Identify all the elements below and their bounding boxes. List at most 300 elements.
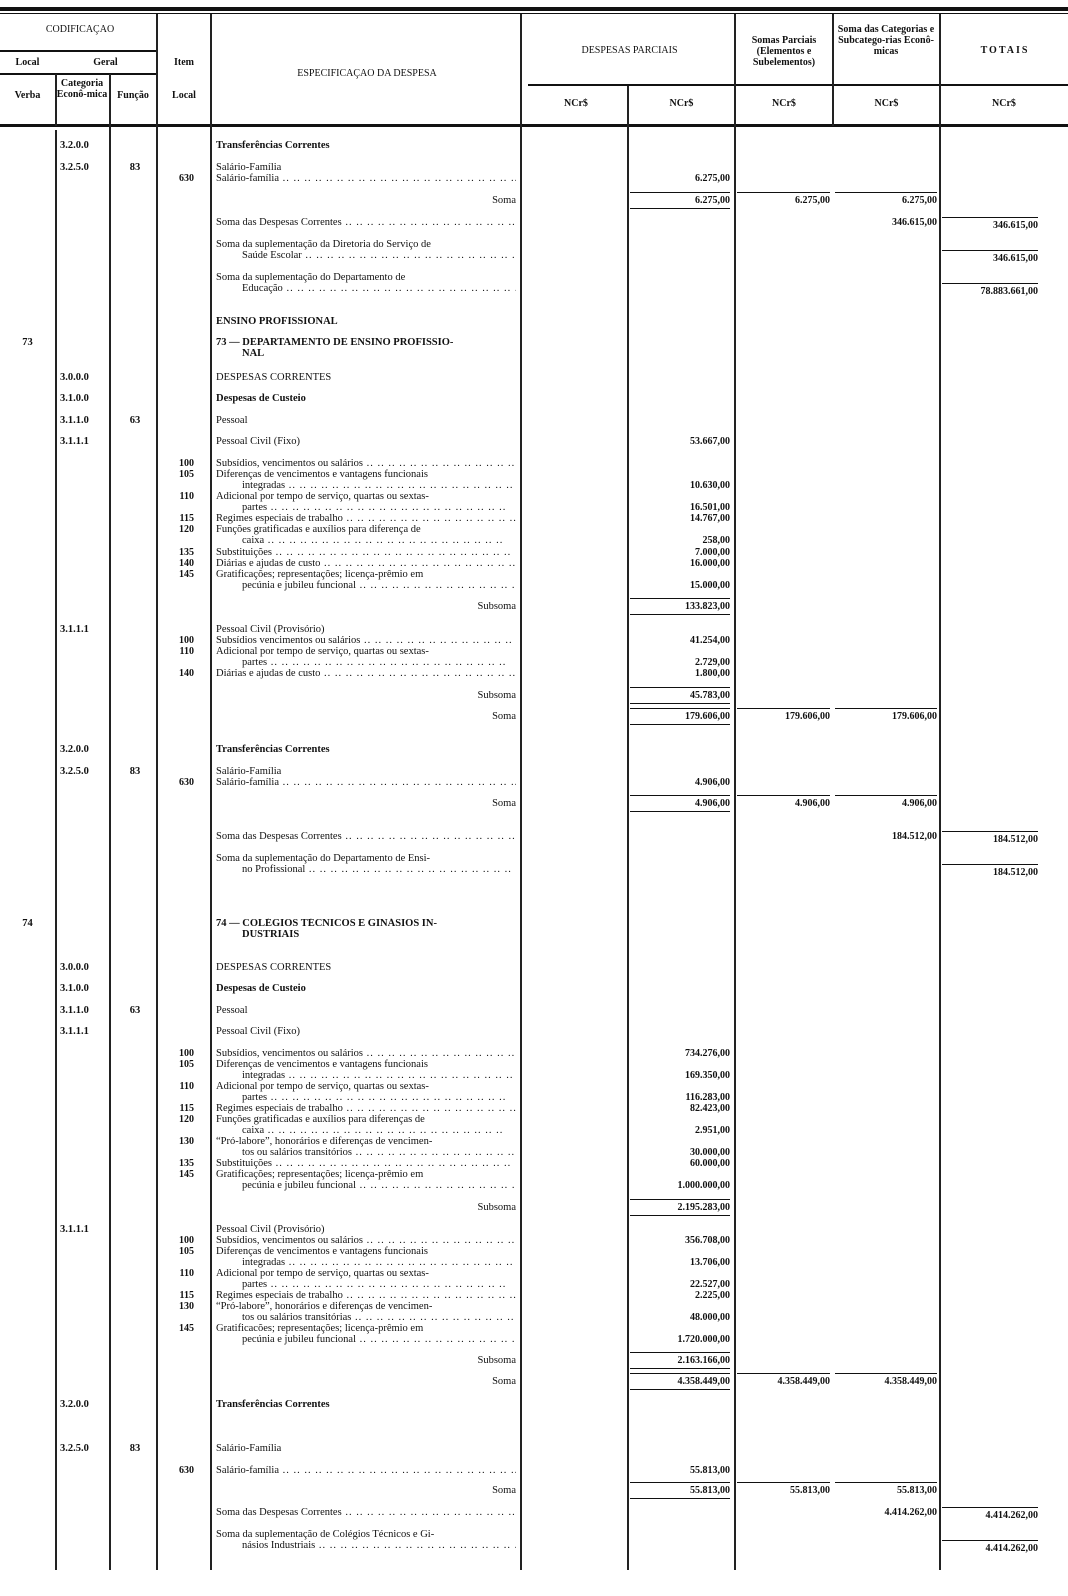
especificacao-line: [216, 558, 516, 569]
especificacao-text: Gratificações; representações; licença-prêmio em: [216, 569, 424, 580]
especificacao-text: Pessoal: [216, 415, 248, 426]
especificacao: [216, 853, 516, 875]
especificacao: [216, 1026, 516, 1037]
especificacao-line: [216, 283, 516, 294]
especificacao-line: [216, 744, 516, 755]
header-totais: TOTAIS: [980, 45, 1030, 56]
soma-categoria-value: 346.615,00: [892, 217, 937, 228]
despesa-parcial-value: 60.000,00: [690, 1158, 730, 1169]
especificacao-text: Subsoma: [477, 601, 516, 612]
despesa-parcial-value: 4.906,00: [695, 777, 730, 788]
especificacao: [216, 744, 516, 755]
especificacao-text: Despesas de Custeio: [216, 983, 306, 994]
especificacao-line: [216, 436, 516, 447]
especificacao-line: [216, 480, 516, 491]
especificacao: [216, 1485, 516, 1496]
despesa-parcial-value: 2.163.166,00: [630, 1352, 730, 1369]
item-local-code: 105: [179, 1059, 194, 1070]
item-local-code: 115: [179, 1103, 194, 1114]
especificacao-text: Salário-família: [216, 777, 279, 788]
especificacao: [216, 1268, 516, 1290]
item-local-code: 100: [179, 635, 194, 646]
especificacao-text: Subsoma: [477, 690, 516, 701]
especificacao-line: [216, 1540, 516, 1551]
categoria-economica-code: 3.1.1.1: [60, 1224, 89, 1235]
especificacao-line: [216, 1235, 516, 1246]
item-local-code: 110: [179, 646, 194, 657]
especificacao-text: Adicional por tempo de serviço, quartas ou sextas-: [216, 491, 429, 502]
column-rule: [109, 74, 111, 1570]
despesa-parcial-value: 55.813,00: [690, 1465, 730, 1476]
especificacao-text: Diárias e ajudas de custo: [216, 668, 321, 679]
especificacao-line: [216, 777, 516, 788]
especificacao-line: [216, 217, 516, 228]
item-local-code: 630: [179, 173, 194, 184]
item-local-code: 120: [179, 524, 194, 535]
column-rule: [55, 74, 57, 126]
despesa-parcial-value: 53.667,00: [690, 436, 730, 447]
especificacao-line: [216, 1026, 516, 1037]
especificacao-text: Salário-Família: [216, 162, 282, 173]
especificacao-text: Soma das Despesas Correntes: [216, 217, 342, 228]
verba-code: 73: [22, 337, 33, 348]
column-rule: [55, 130, 57, 1570]
despesa-parcial-value: 7.000,00: [695, 547, 730, 558]
especificacao-text: Pessoal Civil (Fixo): [216, 1026, 301, 1037]
especificacao-text: Soma da suplementação da Diretoria do Serviço de: [216, 239, 431, 250]
especificacao-text: Subsoma: [477, 1202, 516, 1213]
especificacao-line: [216, 798, 516, 809]
especificacao: [216, 1169, 516, 1191]
especificacao-line: [216, 1376, 516, 1387]
despesa-parcial-value: 133.823,00: [630, 598, 730, 615]
especificacao-text: Pessoal Civil (Provisório): [216, 624, 325, 635]
currency-label: NCr$: [772, 98, 796, 109]
despesa-parcial-value: 16.000,00: [690, 558, 730, 569]
item-local-code: 130: [179, 1136, 194, 1147]
especificacao-text: Pessoal: [216, 1005, 248, 1016]
especificacao: [216, 624, 516, 635]
column-rule: [939, 14, 941, 1570]
especificacao-line: [216, 711, 516, 722]
especificacao-text: no Profissional: [242, 864, 306, 875]
especificacao: [216, 1114, 516, 1136]
especificacao-line: [216, 569, 516, 580]
categoria-economica-code: 3.1.1.0: [60, 415, 89, 426]
especificacao-text: Subsídios, vencimentos ou salários: [216, 1048, 363, 1059]
especificacao: [216, 1224, 516, 1235]
header-item: Item: [174, 57, 194, 68]
despesa-parcial-value: 2.225,00: [695, 1290, 730, 1301]
especificacao-line: [216, 962, 516, 973]
especificacao-line: [216, 690, 516, 701]
currency-label: NCr$: [874, 98, 899, 109]
especificacao-line: [216, 393, 516, 404]
especificacao: [216, 1507, 516, 1518]
especificacao: [216, 217, 516, 228]
item-local-code: 135: [179, 1158, 194, 1169]
especificacao-text: pecúnia e jubileu funcional: [242, 580, 356, 591]
especificacao-line: [216, 272, 516, 283]
item-local-code: 630: [179, 1465, 194, 1476]
especificacao: [216, 524, 516, 546]
categoria-economica-code: 3.2.5.0: [60, 1443, 89, 1454]
item-local-code: 145: [179, 1169, 194, 1180]
categoria-economica-code: 3.2.0.0: [60, 1399, 89, 1410]
especificacao-text: 74 — COLÉGIOS TÉCNICOS E GINÁSIOS IN-: [216, 918, 437, 929]
especificacao-line: [216, 1180, 516, 1191]
header-local: Local: [15, 57, 40, 68]
especificacao-text: Salário-família: [216, 1465, 279, 1476]
especificacao: [216, 372, 516, 383]
despesa-parcial-value: 30.000,00: [690, 1147, 730, 1158]
especificacao-text: násios Industriais: [242, 1540, 316, 1551]
especificacao: [216, 1301, 516, 1323]
especificacao-line: [216, 1081, 516, 1092]
soma-categoria-value: 55.813,00: [835, 1482, 937, 1496]
especificacao-line: [216, 1103, 516, 1114]
especificacao-text: integradas: [242, 1070, 286, 1081]
top-rule: [0, 7, 1068, 11]
item-local-code: 130: [179, 1301, 194, 1312]
especificacao-line: [216, 580, 516, 591]
item-local-code: 145: [179, 1323, 194, 1334]
especificacao-text: ENSINO PROFISSIONAL: [216, 316, 338, 327]
despesa-parcial-value: 16.501,00: [690, 502, 730, 513]
soma-parcial-value: 4.906,00: [737, 795, 830, 809]
especificacao: [216, 491, 516, 513]
especificacao-line: [216, 1070, 516, 1081]
especificacao: [216, 195, 516, 206]
especificacao-text: Subsoma: [477, 1355, 516, 1366]
funcao-code: 63: [129, 415, 141, 426]
especificacao: [216, 1048, 516, 1059]
total-value: 78.883.661,00: [942, 283, 1038, 297]
item-local-code: 630: [179, 777, 194, 788]
despesa-parcial-value: 22.527,00: [690, 1279, 730, 1290]
especificacao: [216, 711, 516, 722]
especificacao-text: Diárias e ajudas de custo: [216, 558, 321, 569]
especificacao-text: Salário-Família: [216, 1443, 282, 1454]
especificacao-text: Saúde Escolar: [242, 250, 302, 261]
especificacao-line: [216, 918, 516, 929]
especificacao-line: [216, 1202, 516, 1213]
especificacao-line: [216, 929, 516, 940]
despesa-parcial-value: 169.350,00: [685, 1070, 730, 1081]
especificacao: [216, 918, 516, 940]
especificacao-line: [216, 1312, 516, 1323]
soma-categoria-value: 4.414.262,00: [884, 1507, 937, 1518]
soma-parcial-value: 55.813,00: [737, 1482, 830, 1496]
especificacao-line: [216, 502, 516, 513]
column-rule: [734, 14, 736, 1570]
especificacao-text: Soma: [492, 798, 516, 809]
especificacao-text: Soma das Despesas Correntes: [216, 831, 342, 842]
especificacao-text: Salário-família: [216, 173, 279, 184]
especificacao-line: [216, 524, 516, 535]
especificacao-text: DESPESAS CORRENTES: [216, 372, 332, 383]
despesa-parcial-value: 2.729,00: [695, 657, 730, 668]
categoria-economica-code: 3.0.0.0: [60, 962, 89, 973]
especificacao-line: [216, 1290, 516, 1301]
especificacao-line: [216, 624, 516, 635]
especificacao-line: [216, 1529, 516, 1540]
especificacao: [216, 1323, 516, 1345]
especificacao-line: [216, 1224, 516, 1235]
especificacao: [216, 766, 516, 777]
item-local-code: 100: [179, 458, 194, 469]
item-local-code: 115: [179, 1290, 194, 1301]
especificacao-line: [216, 983, 516, 994]
especificacao-text: Pessoal Civil (Provisório): [216, 1224, 325, 1235]
currency-label: NCr$: [564, 98, 588, 109]
especificacao-text: “Pró-labore”, honorários e diferenças de vencimen-: [216, 1136, 433, 1147]
despesa-parcial-value: 48.000,00: [690, 1312, 730, 1323]
funcao-code: 83: [129, 766, 141, 777]
total-value: 184.512,00: [942, 864, 1038, 878]
despesa-parcial-value: 2.951,00: [695, 1125, 730, 1136]
especificacao: [216, 140, 516, 151]
especificacao-line: [216, 1147, 516, 1158]
especificacao-line: [216, 239, 516, 250]
especificacao: [216, 1399, 516, 1410]
soma-categoria-value: 179.606,00: [835, 708, 937, 722]
especificacao: [216, 1158, 516, 1169]
especificacao-text: Adicional por tempo de serviço, quartas ou sextas-: [216, 1081, 429, 1092]
despesa-parcial-value: 6.275,00: [695, 173, 730, 184]
especificacao: [216, 162, 516, 173]
especificacao: [216, 1136, 516, 1158]
especificacao: [216, 1246, 516, 1268]
especificacao-text: integradas: [242, 1257, 286, 1268]
especificacao-line: [216, 853, 516, 864]
despesa-parcial-value: 13.706,00: [690, 1257, 730, 1268]
item-local-code: 140: [179, 558, 194, 569]
especificacao: [216, 469, 516, 491]
especificacao: [216, 272, 516, 294]
especificacao-line: [216, 1246, 516, 1257]
header-soma-categorias: Soma das Categorias e Subcatego-rias Econô-micas: [837, 24, 935, 57]
header-verba: Verba: [14, 90, 41, 101]
especificacao: [216, 962, 516, 973]
header-somas-parciais: Somas Parciais (Elementos e Subelementos): [751, 35, 817, 68]
despesa-parcial-value: 6.275,00: [630, 192, 730, 209]
especificacao-text: tos ou salários transitórios: [242, 1147, 352, 1158]
soma-parcial-value: 6.275,00: [737, 192, 830, 206]
despesa-parcial-value: 45.783,00: [630, 687, 730, 704]
especificacao-line: [216, 657, 516, 668]
especificacao-line: [216, 337, 516, 348]
especificacao-line: [216, 513, 516, 524]
especificacao-text: Regimes especiais de trabalho: [216, 513, 343, 524]
especificacao: [216, 668, 516, 679]
especificacao: [216, 337, 516, 359]
categoria-economica-code: 3.0.0.0: [60, 372, 89, 383]
item-local-code: 100: [179, 1235, 194, 1246]
especificacao-line: [216, 831, 516, 842]
especificacao-text: caixa: [242, 1125, 265, 1136]
especificacao: [216, 415, 516, 426]
especificacao-line: [216, 1048, 516, 1059]
despesa-parcial-value: 734.276,00: [685, 1048, 730, 1059]
especificacao: [216, 1081, 516, 1103]
especificacao: [216, 393, 516, 404]
especificacao: [216, 558, 516, 569]
especificacao-line: [216, 1005, 516, 1016]
categoria-economica-code: 3.2.5.0: [60, 766, 89, 777]
header-despesas-parciais: DESPESAS PARCIAIS: [581, 45, 678, 56]
especificacao-text: Salário-Família: [216, 766, 282, 777]
especificacao-line: [216, 1279, 516, 1290]
soma-parcial-value: 4.358.449,00: [737, 1373, 830, 1387]
categoria-economica-code: 3.1.1.1: [60, 436, 89, 447]
especificacao-line: [216, 415, 516, 426]
soma-categoria-value: 184.512,00: [892, 831, 937, 842]
header-categoria: Categoria Econô-mica: [56, 78, 108, 100]
despesa-parcial-value: 10.630,00: [690, 480, 730, 491]
despesa-parcial-value: 258,00: [702, 535, 730, 546]
column-rule: [156, 14, 158, 1570]
especificacao-line: [216, 173, 516, 184]
especificacao-line: [216, 668, 516, 679]
soma-parcial-value: 179.606,00: [737, 708, 830, 722]
item-local-code: 105: [179, 469, 194, 480]
especificacao: [216, 831, 516, 842]
especificacao-line: [216, 1334, 516, 1345]
especificacao-line: [216, 348, 516, 359]
especificacao-line: [216, 1158, 516, 1169]
despesa-parcial-value: 55.813,00: [630, 1482, 730, 1499]
despesa-parcial-value: 116.283,00: [685, 1092, 730, 1103]
top-rule-thin: [0, 13, 1068, 14]
especificacao-text: 73 — DEPARTAMENTO DE ENSINO PROFISSIO-: [216, 337, 454, 348]
especificacao-text: Soma: [492, 711, 516, 722]
funcao-code: 63: [129, 1005, 141, 1016]
soma-categoria-value: 4.358.449,00: [835, 1373, 937, 1387]
especificacao-text: Gratificações; representações; licença-prêmio em: [216, 1169, 424, 1180]
especificacao: [216, 1103, 516, 1114]
item-local-code: 110: [179, 1081, 194, 1092]
especificacao-text: Regimes especiais de trabalho: [216, 1290, 343, 1301]
item-local-code: 140: [179, 668, 194, 679]
especificacao: [216, 1202, 516, 1213]
item-local-code: 135: [179, 547, 194, 558]
especificacao-text: Regimes especiais de trabalho: [216, 1103, 343, 1114]
categoria-economica-code: 3.1.0.0: [60, 393, 89, 404]
especificacao-text: Diferenças de vencimentos e vantagens funcionais: [216, 1246, 428, 1257]
especificacao-line: [216, 491, 516, 502]
especificacao-text: Adicional por tempo de serviço, quartas ou sextas-: [216, 1268, 429, 1279]
especificacao: [216, 547, 516, 558]
column-rule: [210, 14, 212, 1570]
especificacao: [216, 1005, 516, 1016]
especificacao-line: [216, 1092, 516, 1103]
especificacao-text: Adicional por tempo de serviço, quartas ou sextas-: [216, 646, 429, 657]
header-rule: [0, 50, 156, 52]
item-local-code: 110: [179, 1268, 194, 1279]
especificacao-text: Pessoal Civil (Fixo): [216, 436, 301, 447]
especificacao-line: [216, 535, 516, 546]
especificacao-line: [216, 1507, 516, 1518]
despesa-parcial-value: 41.254,00: [690, 635, 730, 646]
especificacao-text: Subsídios, vencimentos ou salários: [216, 458, 363, 469]
currency-label: NCr$: [669, 98, 694, 109]
especificacao: [216, 239, 516, 261]
especificacao: [216, 1059, 516, 1081]
especificacao-line: [216, 601, 516, 612]
especificacao-line: [216, 195, 516, 206]
especificacao-line: [216, 458, 516, 469]
especificacao: [216, 798, 516, 809]
especificacao-line: [216, 140, 516, 151]
header-rule: [528, 84, 1068, 86]
total-value: 346.615,00: [942, 217, 1038, 231]
especificacao-line: [216, 1301, 516, 1312]
item-local-code: 110: [179, 491, 194, 502]
especificacao: [216, 1443, 516, 1454]
categoria-economica-code: 3.1.1.0: [60, 1005, 89, 1016]
especificacao-text: Gratificacões; representações; licença-prêmio em: [216, 1323, 424, 1334]
especificacao-line: [216, 250, 516, 261]
column-rule: [520, 14, 522, 1570]
especificacao-text: Transferências Correntes: [216, 1399, 330, 1410]
especificacao-line: [216, 635, 516, 646]
total-value: 184.512,00: [942, 831, 1038, 845]
especificacao-line: [216, 372, 516, 383]
categoria-economica-code: 3.1.0.0: [60, 983, 89, 994]
especificacao-line: [216, 1257, 516, 1268]
header-item-local: Local: [172, 90, 196, 101]
especificacao: [216, 458, 516, 469]
especificacao-text: pecúnia e jubileu funcional: [242, 1334, 356, 1345]
especificacao-text: Soma da suplementação do Departamento de Ensi-: [216, 853, 431, 864]
especificacao-text: Substituições: [216, 1158, 273, 1169]
especificacao-line: [216, 1355, 516, 1366]
especificacao-text: DESPESAS CORRENTES: [216, 962, 332, 973]
despesa-parcial-value: 1.720.000,00: [677, 1334, 730, 1345]
especificacao-text: Subsídios, vencimentos ou salários: [216, 1235, 363, 1246]
especificacao-text: “Pró-labore”, honorários e diferenças de vencimen-: [216, 1301, 433, 1312]
especificacao: [216, 1290, 516, 1301]
soma-categoria-value: 6.275,00: [835, 192, 937, 206]
especificacao-text: Transferências Correntes: [216, 140, 330, 151]
categoria-economica-code: 3.2.0.0: [60, 744, 89, 755]
header-codificacao: CODIFICAÇAO: [45, 24, 115, 35]
header-bottom-rule: [0, 124, 1068, 127]
especificacao-line: [216, 1125, 516, 1136]
especificacao-line: [216, 1169, 516, 1180]
especificacao-line: [216, 646, 516, 657]
despesa-parcial-value: 4.358.449,00: [630, 1373, 730, 1390]
especificacao-text: Soma: [492, 1376, 516, 1387]
especificacao-line: [216, 1465, 516, 1476]
total-value: 346.615,00: [942, 250, 1038, 264]
especificacao-text: Funções gratificadas e auxílios para diferenças de: [216, 1114, 425, 1125]
especificacao: [216, 1376, 516, 1387]
especificacao: [216, 601, 516, 612]
especificacao: [216, 1355, 516, 1366]
especificacao: [216, 1529, 516, 1551]
funcao-code: 83: [129, 162, 141, 173]
item-local-code: 120: [179, 1114, 194, 1125]
especificacao-text: Diferenças de vencimentos e vantagens funcionais: [216, 1059, 428, 1070]
header-geral: Geral: [93, 57, 118, 68]
column-rule: [627, 86, 629, 1570]
despesa-parcial-value: 14.767,00: [690, 513, 730, 524]
especificacao-text: DUSTRIAIS: [242, 929, 300, 940]
categoria-economica-code: 3.2.5.0: [60, 162, 89, 173]
especificacao-text: partes: [242, 657, 268, 668]
